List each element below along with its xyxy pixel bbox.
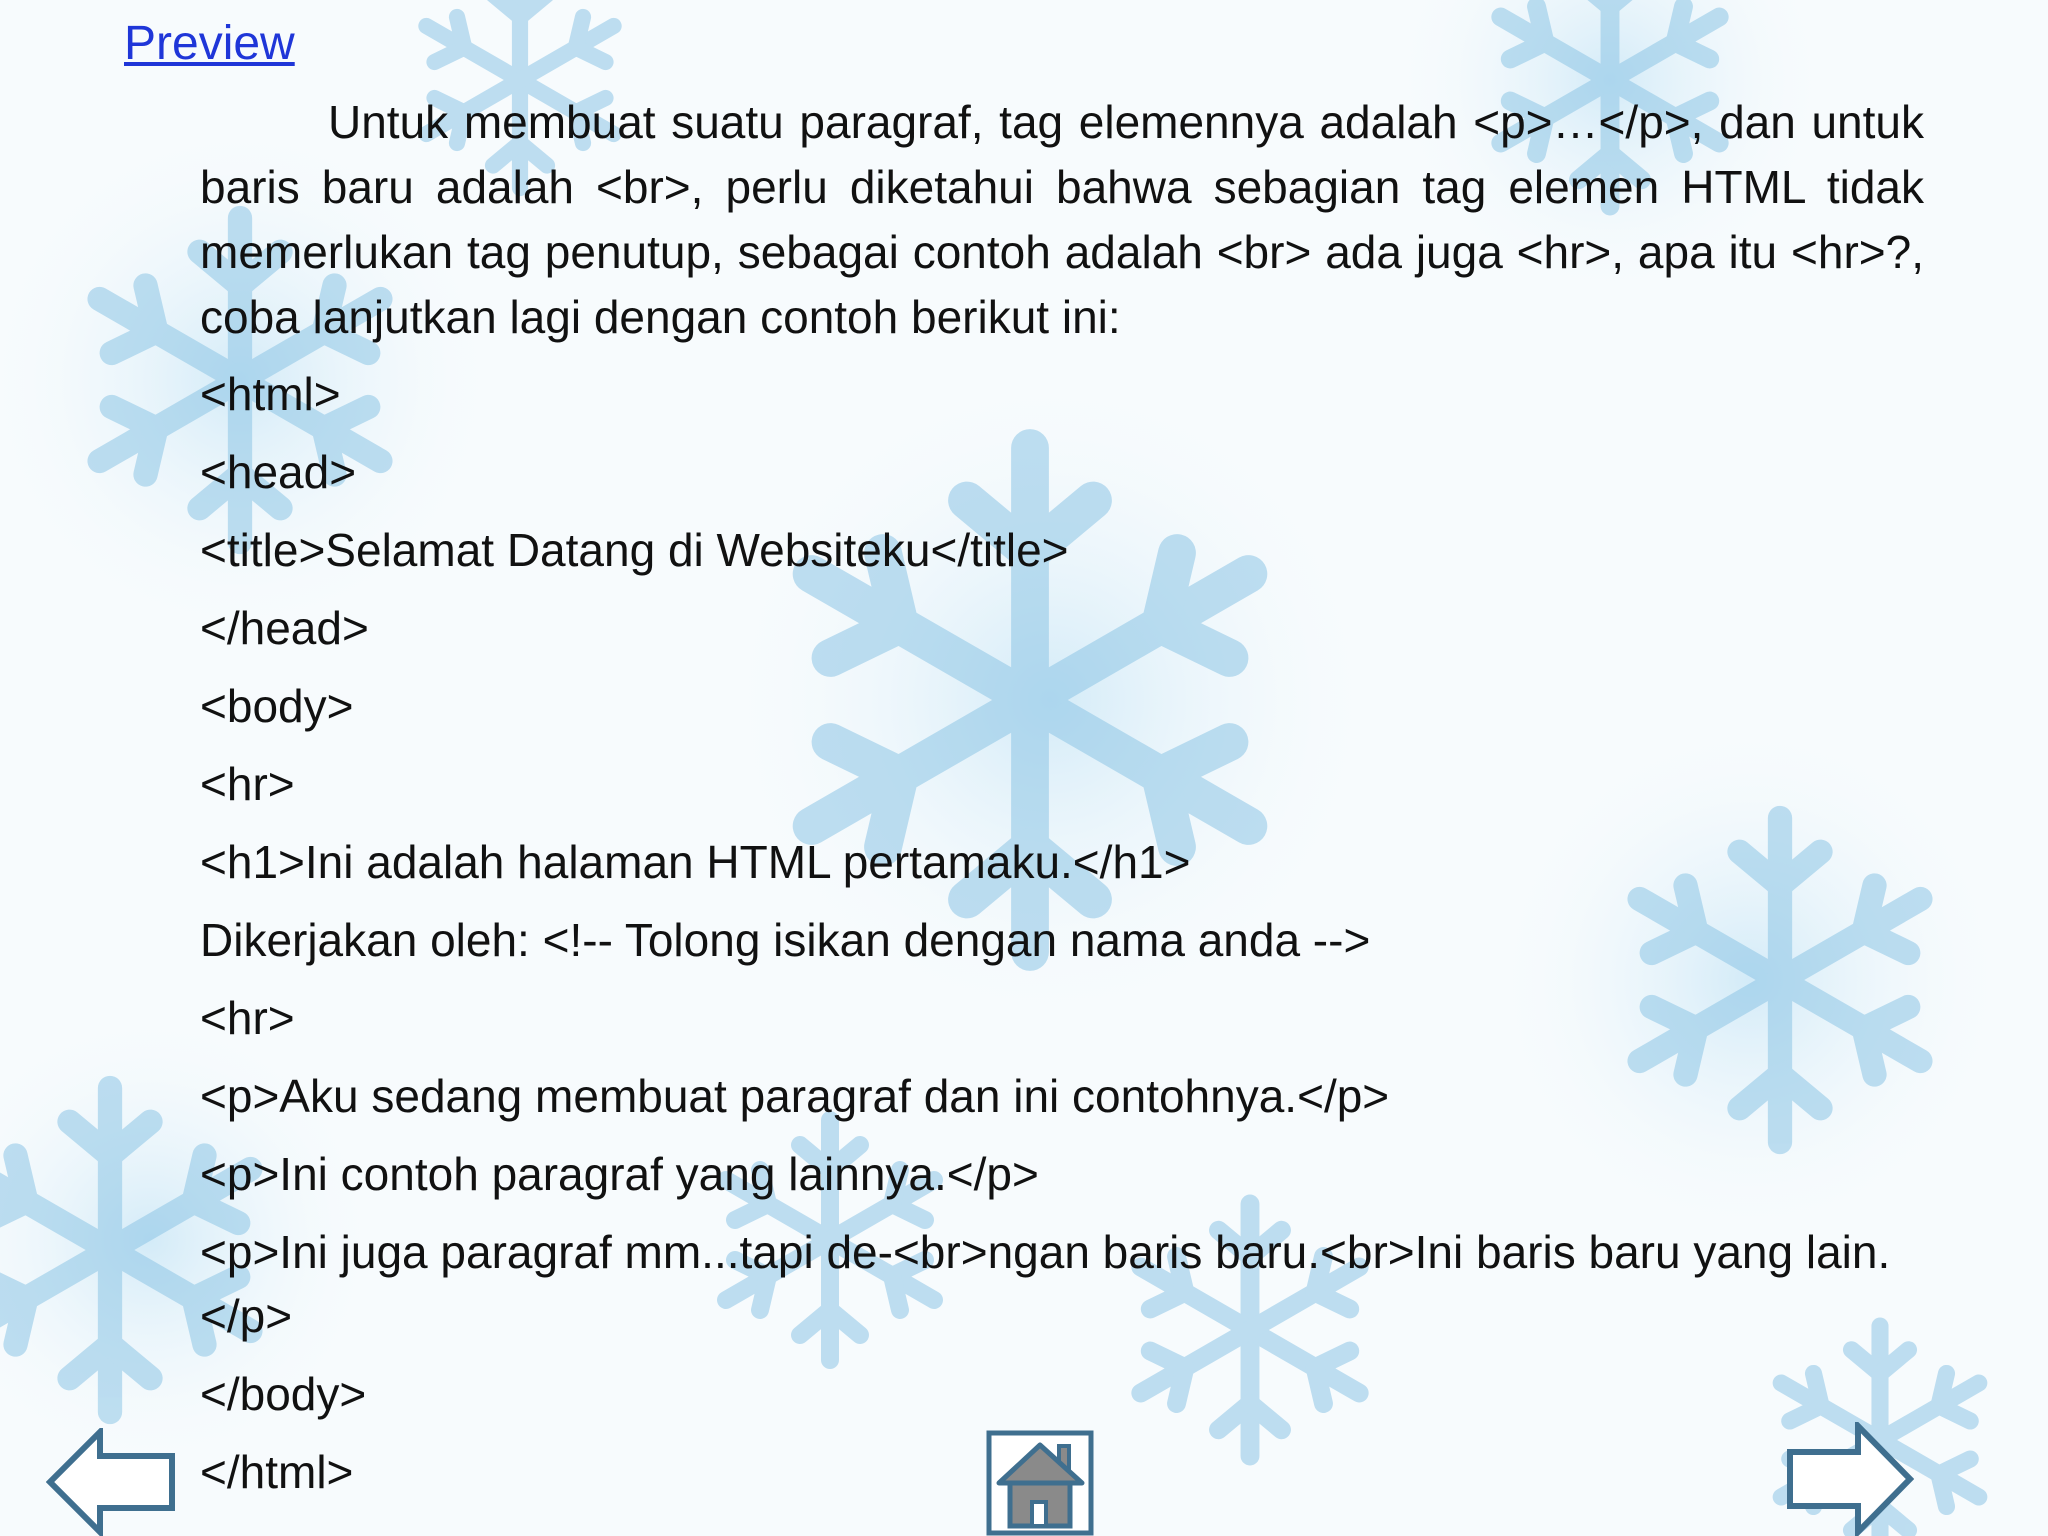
code-line-author-comment: Dikerjakan oleh: <!-- Tolong isikan dengan nama anda --> (200, 914, 1371, 966)
home-icon (986, 1430, 1094, 1536)
code-line-html-open: <html> (200, 368, 341, 420)
code-line-paragraph-2: <p>Ini contoh paragraf yang lainnya.</p> (200, 1148, 1039, 1200)
code-line-head-open: <head> (200, 446, 357, 498)
right-arrow-icon (1786, 1422, 1914, 1536)
code-line-paragraph-1: <p>Aku sedang membuat paragraf dan ini contohnya.</p> (200, 1070, 1390, 1122)
code-line-html-close: </html> (200, 1446, 354, 1498)
code-line-title: <title>Selamat Datang di Websiteku</title> (200, 524, 1069, 576)
html-example-code (200, 362, 1940, 1518)
next-slide-button[interactable] (1786, 1422, 1914, 1536)
intro-paragraph: Untuk membuat suatu paragraf, tag elemennya adalah <p>…</p>, dan untuk baris baru adalah <br>, perlu diketahui bahwa sebagian tag elemen HTML tidak memerlukan tag penutup, sebagai contoh adalah <br> ada juga <hr>, apa itu <hr>?, coba lanjutkan lagi dengan contoh berikut ini: (200, 96, 1924, 343)
code-line-paragraph-3: <p>Ini juga paragraf mm...tapi de-<br>ngan baris baru.<br>Ini baris baru yang lain.</p> (200, 1226, 1891, 1342)
code-line-hr-1: <hr> (200, 758, 295, 810)
code-line-h1: <h1>Ini adalah halaman HTML pertamaku.</h1> (200, 836, 1191, 888)
code-line-hr-2: <hr> (200, 992, 295, 1044)
code-line-head-close: </head> (200, 602, 369, 654)
home-button[interactable] (986, 1430, 1094, 1536)
left-arrow-icon (46, 1428, 176, 1536)
code-line-body-open: <body> (200, 680, 354, 732)
previous-slide-button[interactable] (46, 1428, 176, 1536)
preview-link[interactable]: Preview (124, 17, 295, 70)
code-line-body-close: </body> (200, 1368, 367, 1420)
